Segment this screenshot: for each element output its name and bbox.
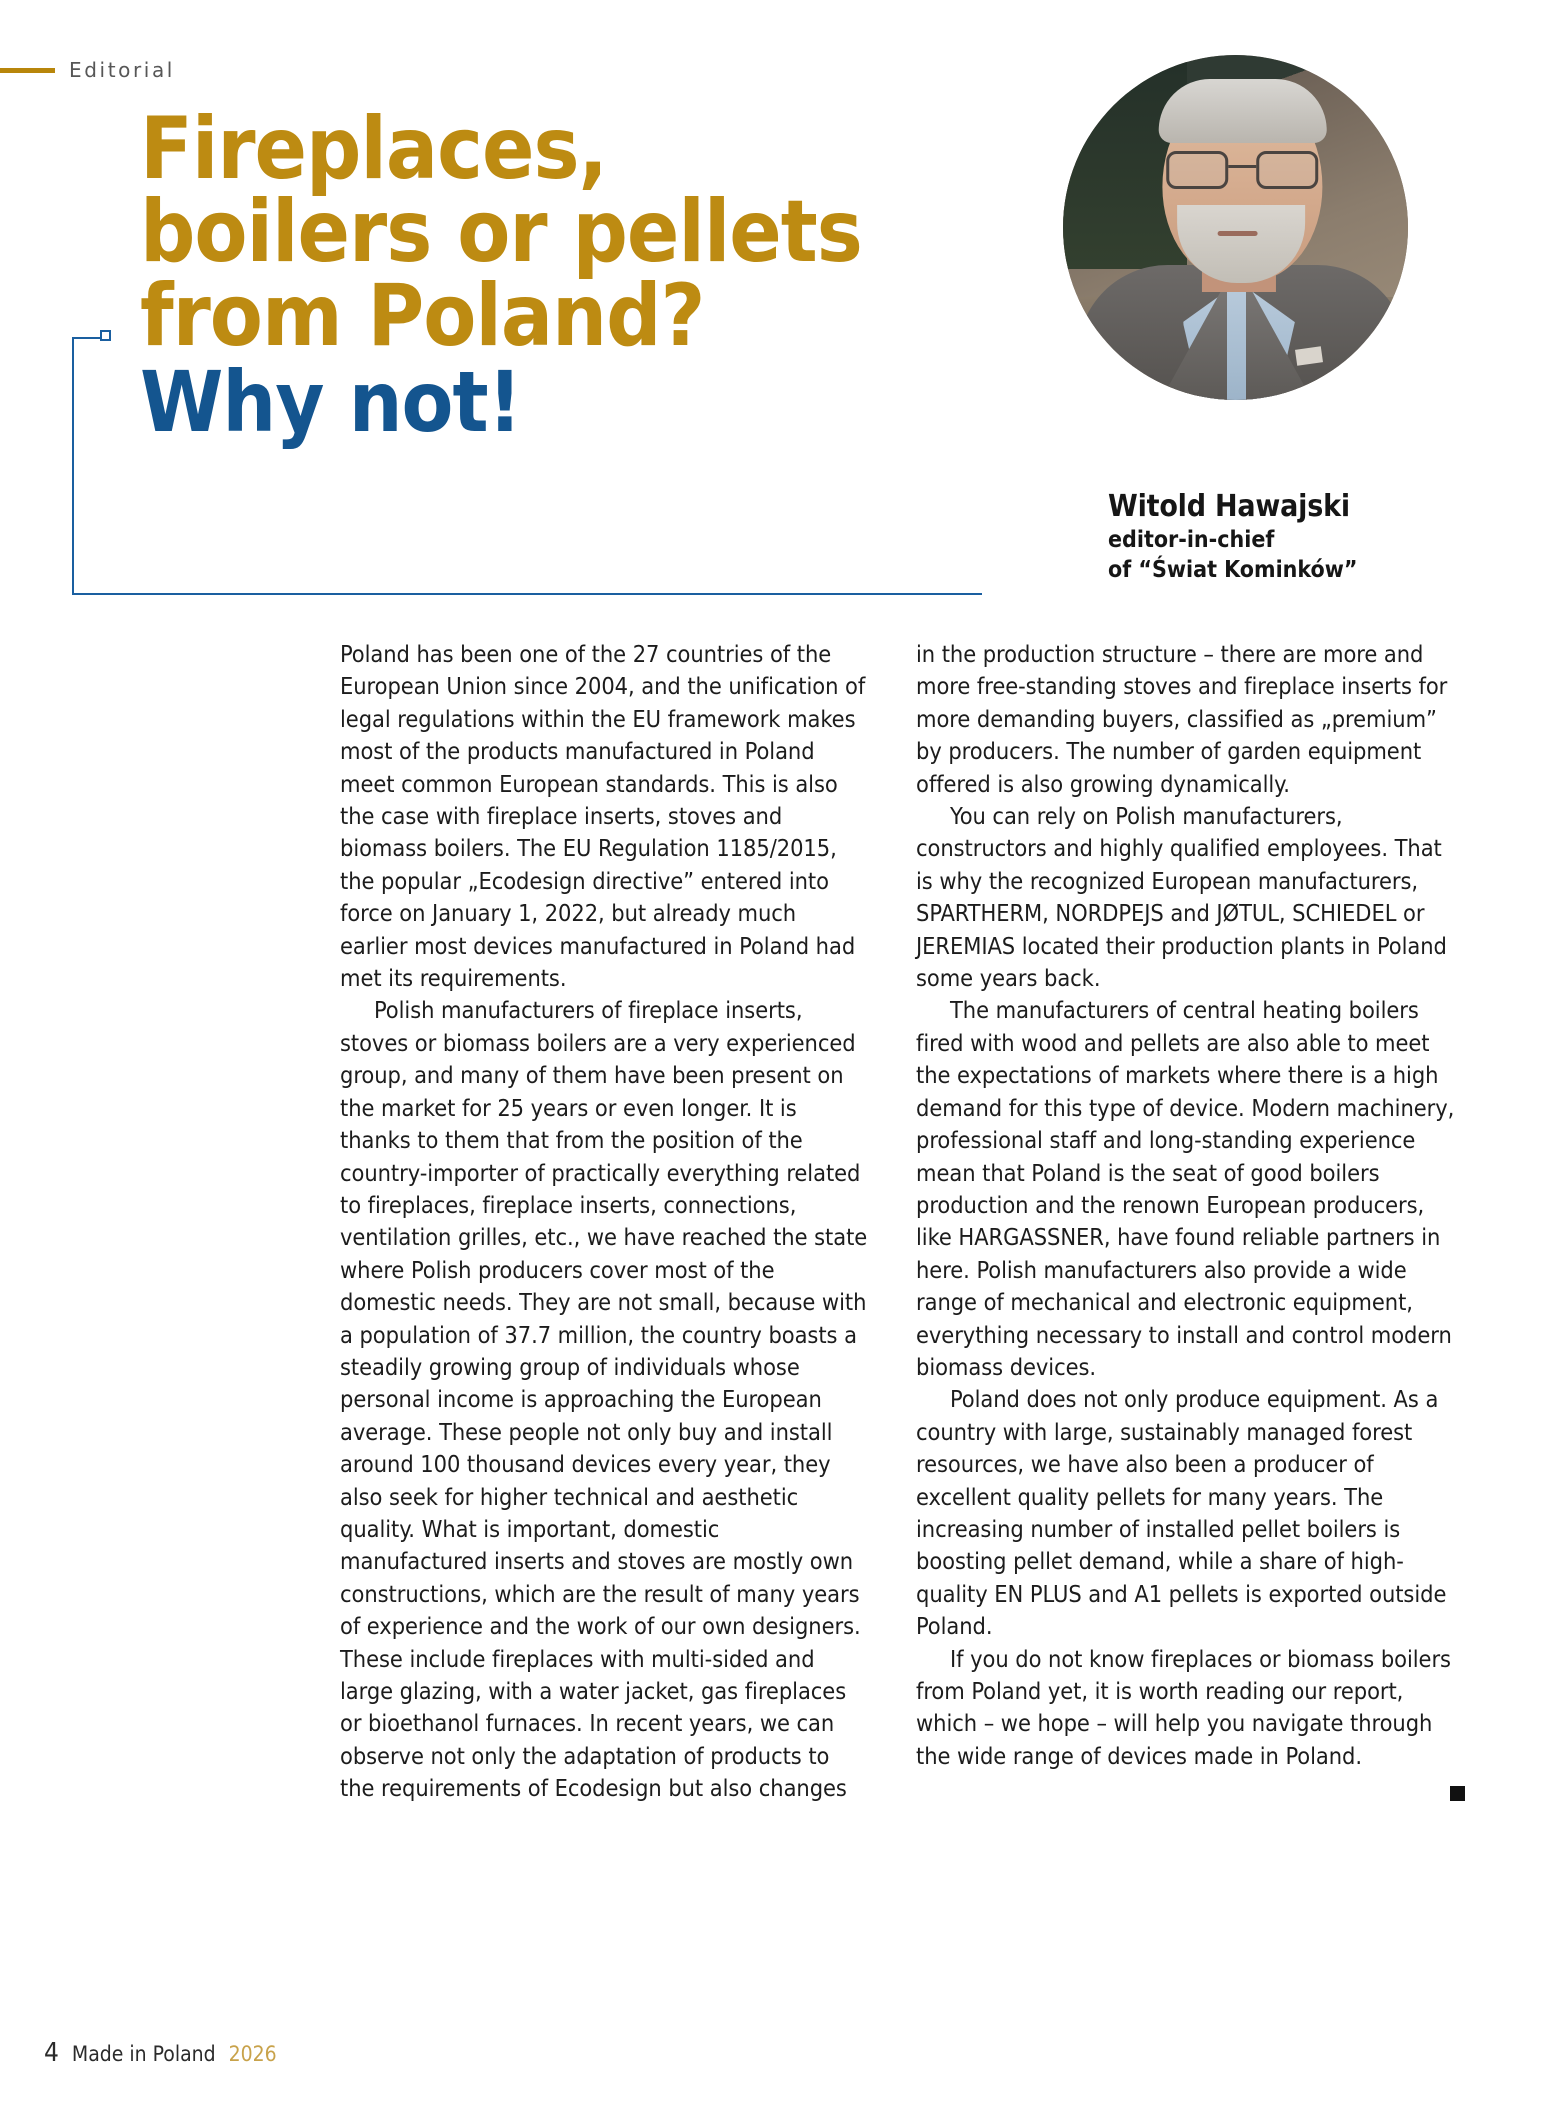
kicker-rule-decoration bbox=[0, 68, 55, 73]
portrait-mouth bbox=[1217, 231, 1257, 236]
page-footer bbox=[44, 2038, 277, 2068]
kicker-label: Editorial bbox=[69, 58, 175, 82]
eyeglass-bridge bbox=[1228, 165, 1256, 168]
end-of-article-mark bbox=[1450, 1786, 1465, 1801]
byline-author-role: editor-in-chief bbox=[1108, 527, 1275, 554]
headline-line-4: Why not! bbox=[140, 353, 522, 452]
byline bbox=[1108, 489, 1508, 586]
paragraph: You can rely on Polish manufacturers, constructors and highly qualified employees. That is why the recognized European manufacturers, SPARTHERM, NORDPEJS and JØTUL, SCHIEDEL or JEREMIAS located their production plants in Poland some years back. bbox=[916, 802, 1447, 993]
paragraph: Poland does not only produce equipment. As a country with large, sustainably managed forest resources, we have also been a producer of excellent quality pellets for many years. The increasing number of installed pellet boilers is boosting pellet demand, while a share of high-quality EN PLUS and A1 pellets is exported outside Poland. bbox=[916, 1385, 1447, 1641]
portrait-eyeglasses bbox=[1164, 151, 1320, 191]
paragraph: If you do not know fireplaces or biomass boilers from Poland yet, it is worth reading our report, which – we hope – will help you navigate through the wide range of devices made in Poland. bbox=[916, 1644, 1451, 1770]
article-column-left bbox=[340, 638, 868, 1805]
author-portrait-photo bbox=[1063, 55, 1408, 400]
section-kicker bbox=[0, 58, 175, 82]
byline-publication: of “Świat Kominków” bbox=[1108, 557, 1358, 584]
bracket-horizontal-line bbox=[72, 593, 982, 595]
article-body bbox=[340, 638, 1465, 1805]
portrait-hair bbox=[1158, 79, 1326, 143]
footer-magazine-title: Made in Poland bbox=[71, 2042, 216, 2066]
headline-line-2: boilers or pellets bbox=[140, 182, 862, 283]
bracket-top-stub bbox=[72, 337, 106, 339]
paragraph: in the production structure – there are more and more free-standing stoves and fireplace inserts for more demanding buyers, classified as „premium” by producers. The number of garden equipment offered is also growing dynamically. bbox=[916, 640, 1448, 798]
byline-author-name: Witold Hawajski bbox=[1108, 489, 1350, 524]
paragraph: The manufacturers of central heating boilers fired with wood and pellets are also able to meet the expectations of markets where there is a high demand for this type of device. Modern machinery, professional staff and long-standing experience mean that Poland is the seat of good boilers production and the renown European producers, like HARGASSNER, have found reliable partners in here. Polish manufacturers also provide a wide range of mechanical and electronic equipment, everything necessary to install and control modern biomass devices. bbox=[916, 996, 1455, 1381]
headline-line-3: from Poland? bbox=[140, 265, 705, 366]
footer-year: 2026 bbox=[228, 2042, 277, 2066]
footer-page-number: 4 bbox=[44, 2038, 59, 2068]
bracket-vertical-line bbox=[72, 337, 74, 595]
page-title bbox=[140, 99, 1020, 452]
eyeglass-lens-left bbox=[1166, 151, 1228, 189]
paragraph: Poland has been one of the 27 countries of the European Union since 2004, and the unification of legal regulations within the EU framework makes most of the products manufactured in Poland meet common European standards. This is also the case with fireplace inserts, stoves and biomass boilers. The EU Regulation 1185/2015, the popular „Ecodesign directive” entered into force on January 1, 2022, but already much earlier most devices manufactured in Poland had met its requirements. bbox=[340, 640, 866, 993]
paragraph: Polish manufacturers of fireplace inserts, stoves or biomass boilers are a very experienced group, and many of them have been present on the market for 25 years or even longer. It is thanks to them that from the position of the country-importer of practically everything related to fireplaces, fireplace inserts, connections, ventilation grilles, etc., we have reached the state where Polish producers cover most of the domestic needs. They are not small, because with a population of 37.7 million, the country boasts a steadily growing group of individuals whose personal income is approaching the European average. These people not only buy and install around 100 thousand devices every year, they also seek for higher technical and aesthetic quality. What is important, domestic manufactured inserts and stoves are mostly own constructions, which are the result of many years of experience and the work of our own designers. These include fireplaces with multi-sided and large glazing, with a water jacket, gas fireplaces or bioethanol furnaces. In recent years, we can observe not only the adaptation of products to the requirements of Ecodesign but also changes bbox=[340, 996, 868, 1803]
bracket-node-square bbox=[100, 330, 111, 341]
eyeglass-lens-right bbox=[1256, 151, 1318, 189]
headline-line-1: Fireplaces, bbox=[140, 99, 607, 199]
article-column-right bbox=[916, 638, 1465, 1805]
